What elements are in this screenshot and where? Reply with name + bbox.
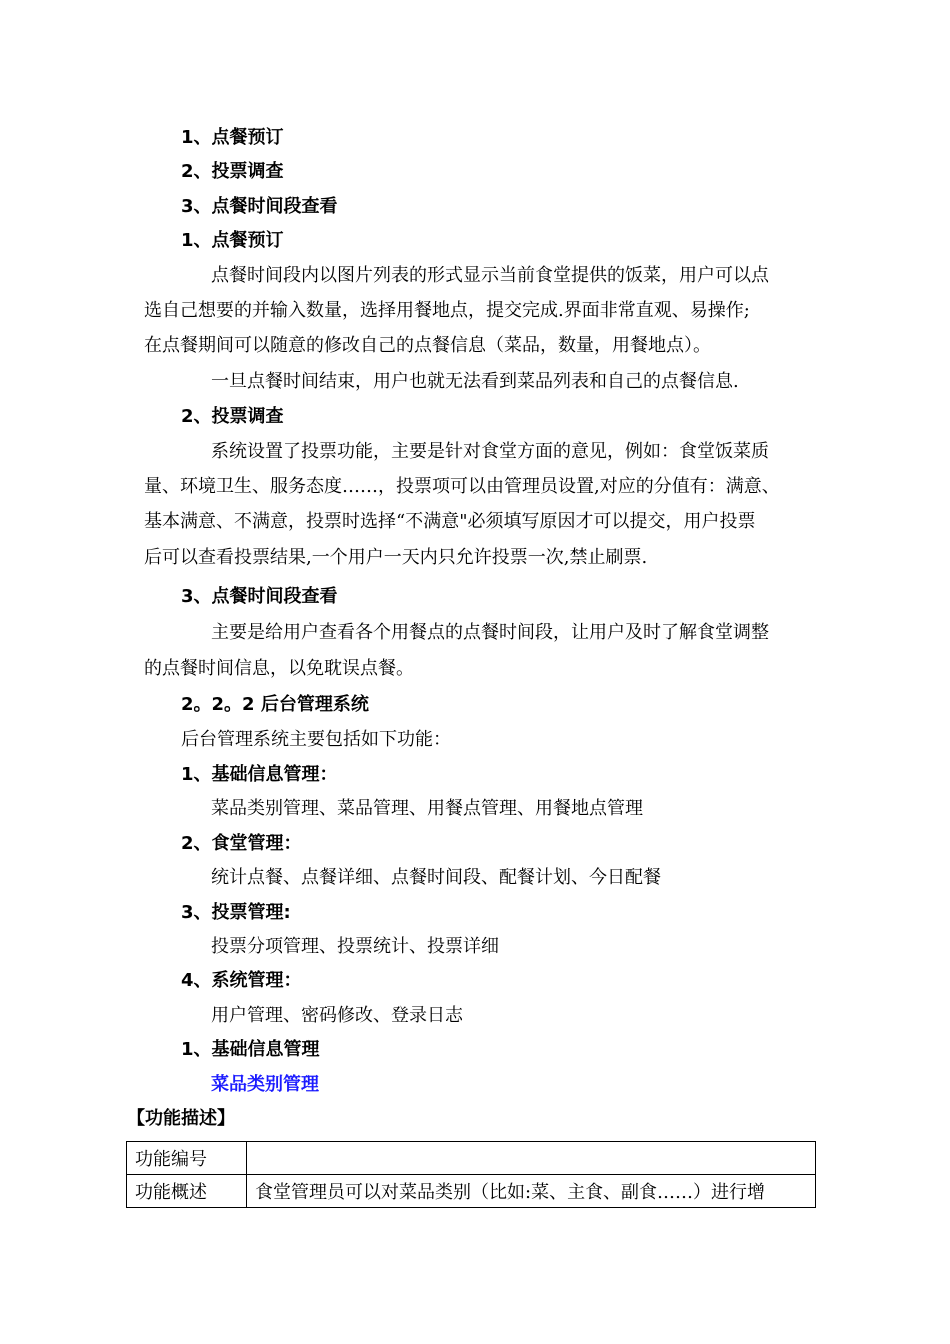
function-group-title: 1、基础信息管理： [181, 764, 338, 785]
paragraph-line: 选自己想要的并输入数量，选择用餐地点，提交完成.界面非常直观、易操作; [144, 300, 750, 321]
table-key-cell: 功能概述 [127, 1175, 247, 1208]
paragraph-line: 点餐时间段内以图片列表的形式显示当前食堂提供的饭菜，用户可以点 [211, 265, 769, 286]
toc-item: 2、投票调查 [181, 161, 284, 182]
paragraph-line: 一旦点餐时间结束，用户也就无法看到菜品列表和自己的点餐信息. [211, 371, 739, 392]
section-heading: 3、点餐时间段查看 [181, 586, 338, 607]
toc-item: 1、点餐预订 [181, 127, 284, 148]
table-value-cell: 食堂管理员可以对菜品类别（比如:菜、主食、副食……）进行增 [247, 1175, 816, 1208]
function-group-desc: 菜品类别管理、菜品管理、用餐点管理、用餐地点管理 [211, 798, 643, 819]
function-table [126, 1141, 816, 1208]
paragraph-line: 量、环境卫生、服务态度……，投票项可以由管理员设置,对应的分值有：满意、 [144, 476, 780, 497]
table-row [127, 1175, 816, 1208]
toc-item: 3、点餐时间段查看 [181, 196, 338, 217]
table-row [127, 1142, 816, 1175]
sub-heading: 1、基础信息管理 [181, 1039, 320, 1060]
backend-heading: 2。2。2 后台管理系统 [181, 694, 369, 715]
function-group-title: 3、投票管理: [181, 902, 291, 923]
table-value-cell [247, 1142, 816, 1175]
paragraph-line: 系统设置了投票功能，主要是针对食堂方面的意见，例如：食堂饭菜质 [211, 441, 769, 462]
sub-item-link[interactable]: 菜品类别管理 [211, 1074, 319, 1095]
function-group-desc: 用户管理、密码修改、登录日志 [211, 1005, 463, 1026]
function-group-desc: 投票分项管理、投票统计、投票详细 [211, 936, 499, 957]
section-heading: 2、投票调查 [181, 406, 284, 427]
function-group-desc: 统计点餐、点餐详细、点餐时间段、配餐计划、今日配餐 [211, 867, 661, 888]
paragraph-line: 在点餐期间可以随意的修改自己的点餐信息（菜品，数量，用餐地点）。 [144, 335, 711, 356]
func-desc-label: 【功能描述】 [127, 1108, 235, 1129]
paragraph-line: 的点餐时间信息，以免耽误点餐。 [144, 658, 414, 679]
function-group-title: 2、食堂管理： [181, 833, 302, 854]
paragraph-line: 基本满意、不满意，投票时选择“不满意"必须填写原因才可以提交，用户投票 [144, 511, 756, 532]
section-heading: 1、点餐预订 [181, 230, 284, 251]
paragraph-line: 主要是给用户查看各个用餐点的点餐时间段，让用户及时了解食堂调整 [211, 622, 769, 643]
paragraph-line: 后可以查看投票结果,一个用户一天内只允许投票一次,禁止刷票. [144, 547, 648, 568]
backend-intro: 后台管理系统主要包括如下功能： [181, 729, 451, 750]
table-key-cell: 功能编号 [127, 1142, 247, 1175]
function-group-title: 4、系统管理： [181, 970, 302, 991]
